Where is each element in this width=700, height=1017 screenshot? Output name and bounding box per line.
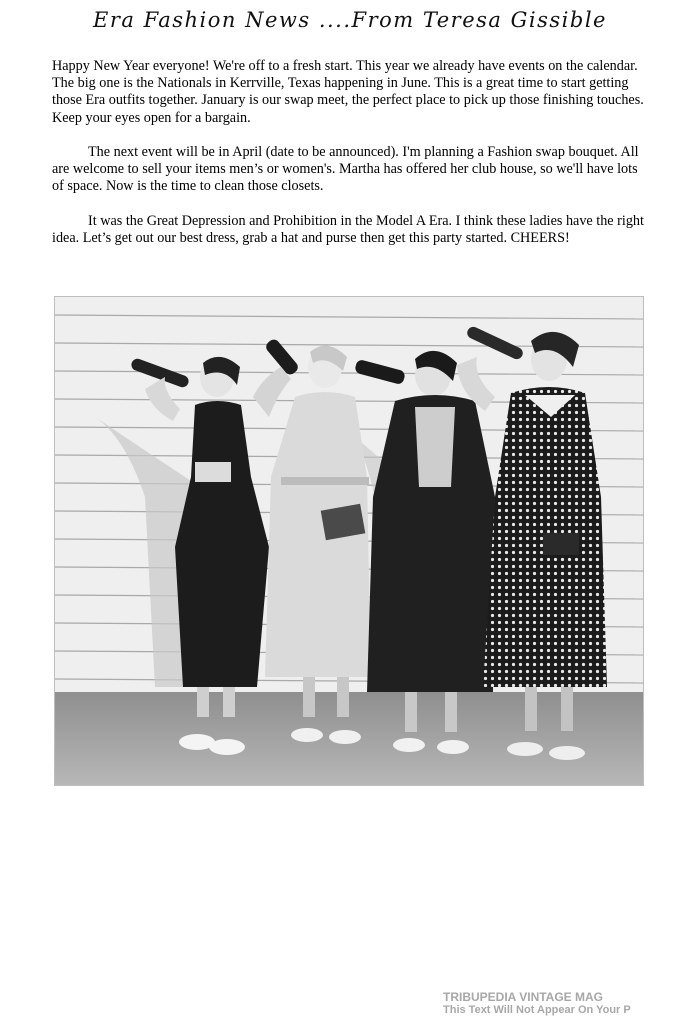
paragraph-3: It was the Great Depression and Prohibition in the Model A Era. I think these ladies have the right idea. Let’s get out our best dress, grab a hat and purse then get this party started. CHEERS! <box>52 212 644 246</box>
paragraph-2: The next event will be in April (date to be announced). I'm planning a Fashion swap bouquet. All are welcome to sell your items men’s or women's. Martha has offered her club house, so we'll have lots of space. Now is the time to clean those closets. <box>52 144 639 195</box>
photo-watermark <box>443 991 683 1017</box>
page-title: Era Fashion News ....From Teresa Gissible <box>93 8 607 32</box>
photo-illustration <box>55 297 643 785</box>
watermark-line-1: TRIBUPEDIA VINTAGE MAG <box>443 990 604 1004</box>
watermark-line-2: This Text Will Not Appear On Your P <box>443 1004 631 1016</box>
paragraph-1: Happy New Year everyone! We're off to a fresh start. This year we already have events on the calendar. The big one is the Nationals in Kerrville, Texas happening in June. This is a great time to start getting those Era outfits together. January is our swap meet, the perfect place to pick up those finishing touches. Keep your eyes open for a bargain. <box>52 58 644 126</box>
vintage-photo <box>54 296 644 1016</box>
article-body <box>52 58 648 264</box>
